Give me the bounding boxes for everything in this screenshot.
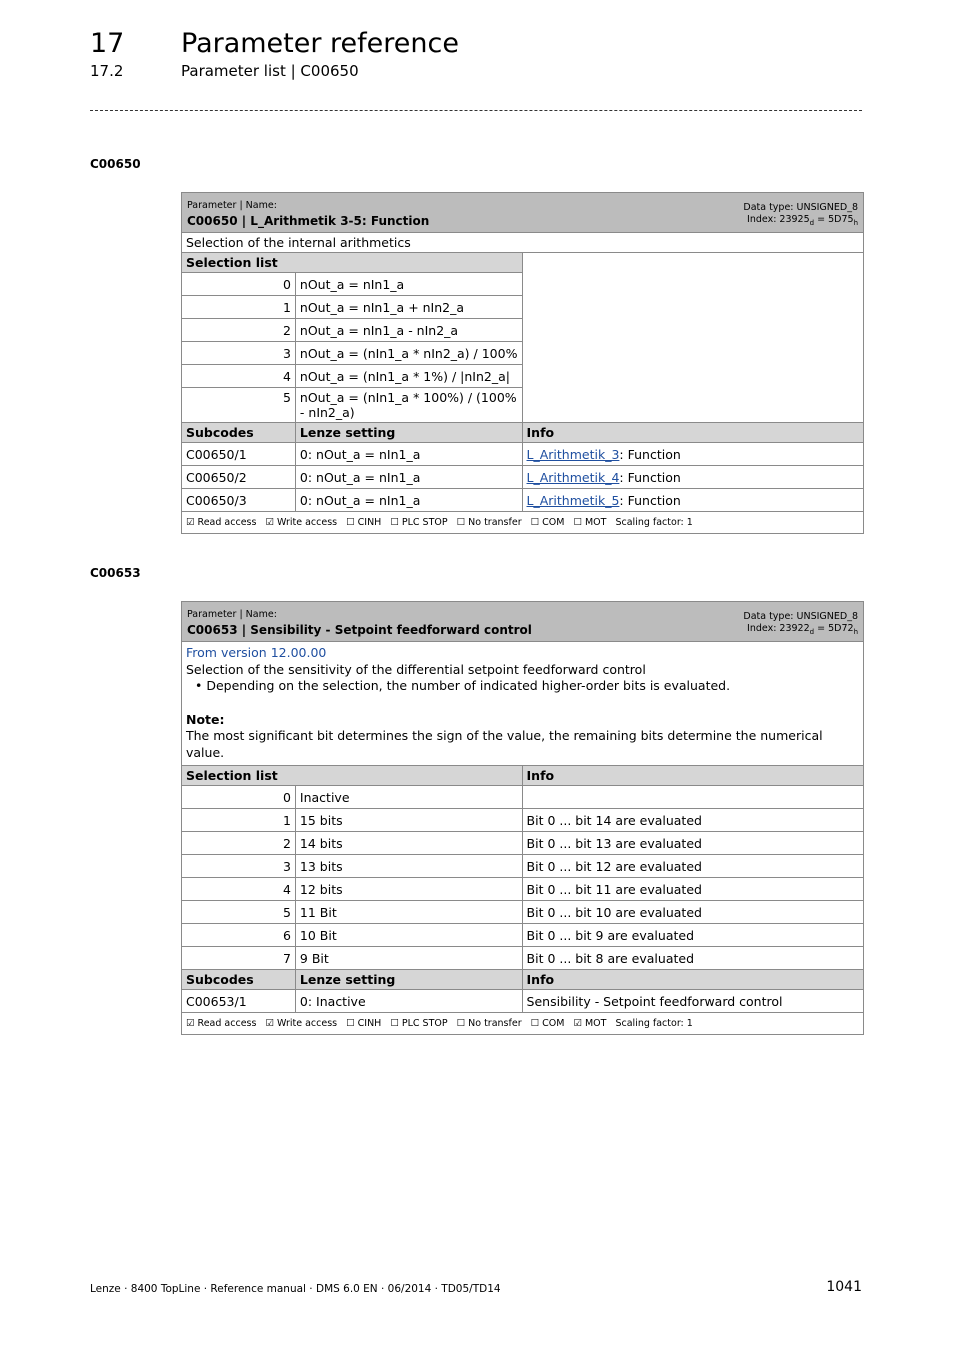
param-label: Parameter | Name: [187,608,277,620]
selection-info: Bit 0 ... bit 12 are evaluated [522,855,863,878]
selection-list-header: Selection list [182,253,523,273]
selection-text: nOut_a = (nIn1_a * 1%) / |nIn2_a| [295,365,522,388]
plc-stop: ☐ PLC STOP [390,517,448,528]
selection-value: 4 [182,878,296,901]
subcode: C00650/2 [182,466,296,489]
section-number: 17.2 [90,62,124,80]
selection-text: nOut_a = (nIn1_a * 100%) / (100% - nIn2_a) [295,388,522,423]
selection-value: 7 [182,947,296,970]
c00650-heading: C00650 [90,157,141,171]
selection-text: 14 bits [295,832,522,855]
selection-value: 3 [182,342,296,365]
subcode-info: Sensibility - Setpoint feedforward control [522,990,863,1013]
com: ☐ COM [530,1018,565,1029]
version-note: From version 12.00.00 [186,645,327,660]
selection-value: 2 [182,832,296,855]
selection-value: 5 [182,901,296,924]
c00650-table [181,192,864,534]
write-access: ☑ Write access [265,1018,338,1029]
selection-text: nOut_a = (nIn1_a * nIn2_a) / 100% [295,342,522,365]
mot: ☑ MOT [573,1018,607,1029]
selection-text: 10 Bit [295,924,522,947]
info-header: Info [522,970,863,990]
selection-value: 1 [182,809,296,832]
subcode: C00653/1 [182,990,296,1013]
selection-info: Bit 0 ... bit 11 are evaluated [522,878,863,901]
selection-text: 15 bits [295,809,522,832]
selection-info: Bit 0 ... bit 8 are evaluated [522,947,863,970]
subcodes-header: Subcodes [182,970,296,990]
subcode-info: L_Arithmetik_3: Function [522,443,863,466]
cinh: ☐ CINH [346,1018,382,1029]
lenze-setting: 0: nOut_a = nIn1_a [295,443,522,466]
subcodes-header: Subcodes [182,423,296,443]
selection-text: nOut_a = nIn1_a + nIn2_a [295,296,522,319]
bullet-item: • Depending on the selection, the number of indicated higher-order bits is evaluated. [195,678,731,693]
empty-info-cell [522,253,863,423]
c00653-access-footer [182,1013,864,1035]
com: ☐ COM [530,517,565,528]
param-label: Parameter | Name: [187,199,277,211]
l-arithmetik-4-link[interactable]: L_Arithmetik_4 [526,469,620,485]
param-name: C00653 | Sensibility - Setpoint feedforward control [187,622,532,637]
selection-text: Inactive [295,786,522,809]
write-access: ☑ Write access [265,517,338,528]
read-access: ☑ Read access [186,517,257,528]
selection-value: 5 [182,388,296,423]
selection-value: 3 [182,855,296,878]
selection-value: 6 [182,924,296,947]
selection-text: 11 Bit [295,901,522,924]
page-footer-text: Lenze · 8400 TopLine · Reference manual · DMS 6.0 EN · 06/2014 · TD05/TD14 [90,1283,501,1295]
no-transfer: ☐ No transfer [456,1018,522,1029]
selection-info: Bit 0 ... bit 14 are evaluated [522,809,863,832]
lenze-setting: 0: nOut_a = nIn1_a [295,489,522,512]
selection-value: 1 [182,296,296,319]
selection-info: Bit 0 ... bit 13 are evaluated [522,832,863,855]
info-header: Info [522,423,863,443]
selection-text: 13 bits [295,855,522,878]
scaling-factor: Scaling factor: 1 [615,517,693,528]
note-text: The most significant bit determines the sign of the value, the remaining bits determine the numerical value. [186,728,823,760]
c00653-table [181,601,864,1035]
lenze-setting-header: Lenze setting [295,970,522,990]
description: Selection of the sensitivity of the differential setpoint feedforward control [186,661,646,677]
param-index: Index: $23922_d = 5D72_h$ [747,622,858,636]
selection-value: 2 [182,319,296,342]
lenze-setting-header: Lenze setting [295,423,522,443]
l-arithmetik-3-link[interactable]: L_Arithmetik_3 [526,446,620,462]
param-name: C00650 | L_Arithmetik 3-5: Function [187,213,430,228]
subcode: C00650/3 [182,489,296,512]
chapter-number: 17 [90,28,125,59]
selection-text: nOut_a = nIn1_a - nIn2_a [295,319,522,342]
header-divider [90,110,862,111]
selection-info [522,786,863,809]
selection-info: Bit 0 ... bit 9 are evaluated [522,924,863,947]
subcode-info: L_Arithmetik_4: Function [522,466,863,489]
subcode-info: L_Arithmetik_5: Function [522,489,863,512]
selection-text: 12 bits [295,878,522,901]
c00653-param-header [182,602,864,642]
selection-value: 0 [182,786,296,809]
c00653-heading: C00653 [90,566,141,580]
selection-value: 0 [182,273,296,296]
read-access: ☑ Read access [186,1018,257,1029]
mot: ☐ MOT [573,517,607,528]
c00650-param-header [182,193,864,233]
selection-list-header: Selection list [182,766,523,786]
data-type: Data type: UNSIGNED_8 [743,201,858,213]
c00653-description-block [182,642,864,766]
lenze-setting: 0: nOut_a = nIn1_a [295,466,522,489]
selection-info: Bit 0 ... bit 10 are evaluated [522,901,863,924]
section-title: Parameter list | C00650 [181,62,359,80]
data-type: Data type: UNSIGNED_8 [743,610,858,622]
page-number: 1041 [826,1279,862,1295]
no-transfer: ☐ No transfer [456,517,522,528]
note-label: Note: [186,711,225,727]
l-arithmetik-5-link[interactable]: L_Arithmetik_5 [526,492,620,508]
cinh: ☐ CINH [346,517,382,528]
info-header: Info [522,766,863,786]
scaling-factor: Scaling factor: 1 [615,1018,693,1029]
selection-text: nOut_a = nIn1_a [295,273,522,296]
c00650-access-footer [182,512,864,534]
selection-text: 9 Bit [295,947,522,970]
chapter-title: Parameter reference [181,28,459,59]
param-index: Index: $23925_d = 5D75_h$ [747,213,858,227]
subcode: C00650/1 [182,443,296,466]
lenze-setting: 0: Inactive [295,990,522,1013]
selection-value: 4 [182,365,296,388]
c00650-description: Selection of the internal arithmetics [182,233,864,253]
plc-stop: ☐ PLC STOP [390,1018,448,1029]
